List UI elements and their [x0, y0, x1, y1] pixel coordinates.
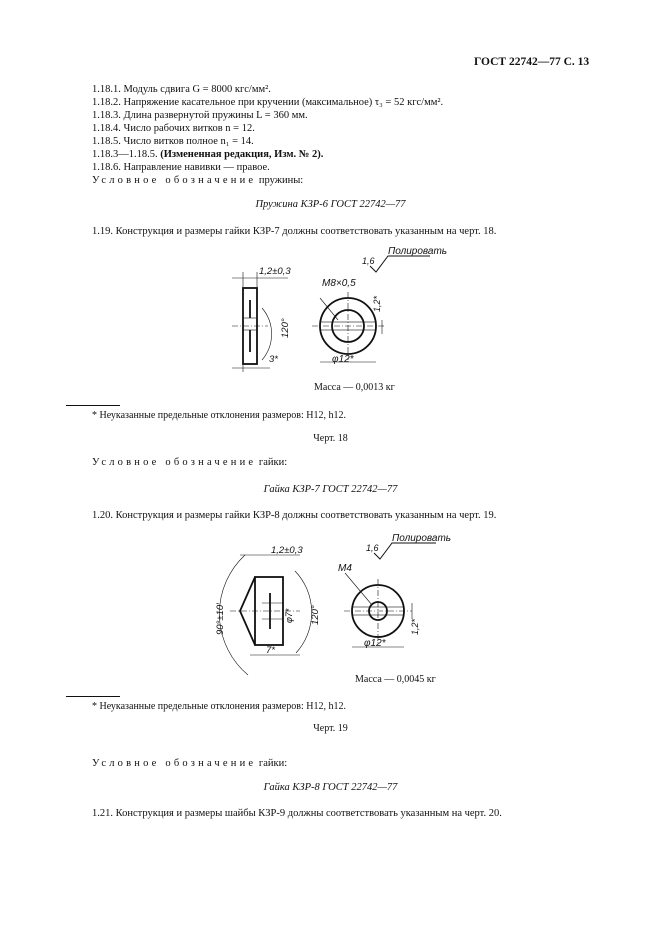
fig19-roughness: 1,6	[366, 543, 379, 553]
fig19-dim-inner: φ7*	[284, 608, 294, 623]
fig18-thread: M8×0,5	[322, 278, 356, 289]
fig19-roughness-mark	[374, 543, 436, 559]
fig19-leader	[345, 573, 372, 605]
spaced-heading: Условное обозначение	[92, 457, 257, 468]
spaced-heading: Условное обозначение	[92, 175, 257, 186]
amendment-bold: (Измененная редакция, Изм. № 2).	[160, 149, 324, 160]
paragraph-1-20: 1.20. Конструкция и размеры гайки КЗР-8 должны соответствовать указанным на черт. 19.	[92, 510, 497, 521]
fig18-front-view	[312, 246, 447, 365]
item-1-18-5: 1.18.5. Число витков полное n₁ = 14.	[92, 136, 254, 147]
fig18-dim-angle: 120°	[280, 318, 291, 338]
fig18-side-view	[232, 266, 291, 372]
fig19-dim-width: 1,2±0,3	[271, 545, 303, 556]
fig19-mass: Масса — 0,0045 кг	[355, 674, 436, 685]
fig18-roughness-mark	[370, 256, 430, 272]
item-1-18-6: 1.18.6. Направление навивки — правое.	[92, 162, 270, 173]
fig19-side-view	[215, 545, 321, 675]
fig19-front-view	[338, 533, 451, 649]
fig18-mass: Масса — 0,0013 кг	[314, 382, 395, 393]
amendment-range: 1.18.3—1.18.5.	[92, 149, 161, 160]
heading-rest: гайки:	[256, 457, 288, 468]
paragraph-1-21: 1.21. Конструкция и размеры шайбы КЗР-9 должны соответствовать указанным на черт. 20.	[92, 808, 502, 819]
fig19-caption: Черт. 19	[313, 723, 348, 734]
fig18-roughness: 1,6	[362, 256, 375, 266]
fig18-angle-arc	[262, 308, 272, 360]
fig19-dim-small: 7*	[266, 645, 275, 656]
heading-rest: гайки:	[256, 758, 288, 769]
fig19-polish: Полировать	[392, 533, 452, 544]
fig19-thread: M4	[338, 563, 352, 574]
fig18-dim-width: 1,2±0,3	[259, 266, 291, 277]
fig18-dim-diam: φ12*	[332, 354, 354, 365]
fig19-footnote: * Неуказанные предельные отклонения размеров: H12, h12.	[92, 701, 346, 712]
footnote-rule	[66, 405, 120, 406]
figure-19-drawing	[0, 525, 661, 675]
designation-nut7: Гайка КЗР-7 ГОСТ 22742—77	[263, 484, 398, 495]
item-1-18-3: 1.18.3. Длина развернутой пружины L = 360 мм.	[92, 110, 308, 121]
item-1-18-1: 1.18.1. Модуль сдвига G = 8000 кгс/мм².	[92, 84, 271, 95]
figure-18-drawing	[0, 242, 661, 382]
fig19-dim-angle: 120°	[310, 605, 321, 625]
footnote-rule	[66, 696, 120, 697]
condition-label-nut8	[92, 759, 287, 770]
item-1-18-2: 1.18.2. Напряжение касательное при кручении (максимальное) τ₃ = 52 кгс/мм².	[92, 97, 444, 108]
item-1-18-4: 1.18.4. Число рабочих витков n = 12.	[92, 123, 255, 134]
fig18-caption: Черт. 18	[313, 433, 348, 444]
amendment-note	[92, 150, 323, 161]
heading-rest: пружины:	[256, 175, 304, 186]
fig18-dim-small: 3*	[269, 354, 278, 365]
condition-label-nut7	[92, 458, 287, 469]
designation-spring: Пружина КЗР-6 ГОСТ 22742—77	[255, 199, 406, 210]
condition-label-spring	[92, 176, 303, 187]
fig18-footnote: * Неуказанные предельные отклонения размеров: H12, h12.	[92, 410, 346, 421]
designation-nut8: Гайка КЗР-8 ГОСТ 22742—77	[263, 782, 398, 793]
page-header: ГОСТ 22742—77 С. 13	[474, 56, 590, 68]
fig18-dim-side: 1,2*	[372, 295, 382, 312]
fig18-polish: Полировать	[388, 246, 448, 257]
paragraph-1-19: 1.19. Конструкция и размеры гайки КЗР-7 должны соответствовать указанным на черт. 18.	[92, 226, 497, 237]
fig19-dim-diam: φ12*	[364, 638, 386, 649]
spaced-heading: Условное обозначение	[92, 758, 257, 769]
fig19-dim-angle-big: 90°±10′	[215, 603, 226, 635]
fig19-dim-side: 1,2*	[410, 618, 420, 635]
